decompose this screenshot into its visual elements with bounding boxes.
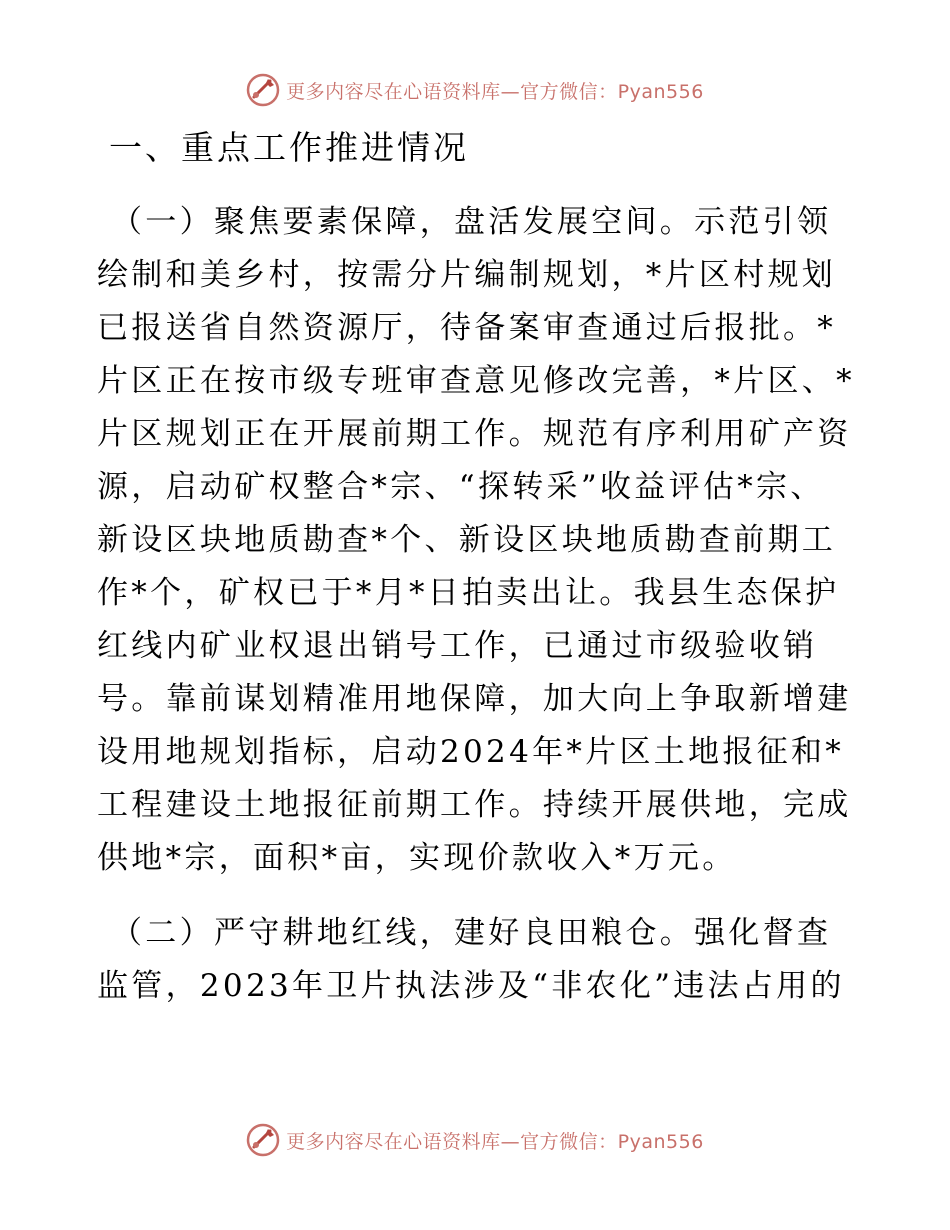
- text-line: （二）严守耕地红线，建好良田粮仓。强化督查: [111, 915, 832, 951]
- text-line: 设用地规划指标，启动2024年*片区土地报征和*: [97, 734, 845, 770]
- text-line: 监管，2023年卫片执法涉及“非农化”违法占用的: [97, 968, 845, 1004]
- section-heading: 一、重点工作推进情况: [109, 128, 469, 167]
- watermark-text: 更多内容尽在心语资料库—官方微信：Pyan556: [286, 80, 704, 103]
- text-line: （一）聚焦要素保障，盘活发展空间。示范引领: [111, 204, 832, 240]
- text-line: 新设区块地质勘查*个、新设区块地质勘查前期工: [97, 522, 837, 558]
- header-watermark: [0, 68, 950, 112]
- logo-icon: [246, 73, 280, 107]
- text-line: 片区正在按市级专班审查意见修改完善，*片区、*: [97, 363, 855, 399]
- document-body: [97, 120, 857, 1013]
- text-line: 片区规划正在开展前期工作。规范有序利用矿产资: [97, 416, 852, 452]
- text-line: 绘制和美乡村，按需分片编制规划，*片区村规划: [97, 257, 837, 293]
- footer-watermark: [0, 1118, 950, 1162]
- text-line: 已报送省自然资源厅，待备案审查通过后报批。*: [97, 310, 837, 346]
- paragraph: [97, 196, 857, 885]
- text-line: 作*个，矿权已于*月*日拍卖出让。我县生态保护: [97, 575, 840, 611]
- text-line: 号。靠前谋划精准用地保障，加大向上争取新增建: [97, 681, 852, 717]
- text-line: 供地*宗，面积*亩，实现价款收入*万元。: [97, 840, 737, 876]
- text-line: 工程建设土地报征前期工作。持续开展供地，完成: [97, 787, 852, 823]
- logo-icon: [246, 1123, 280, 1157]
- text-line: 源，启动矿权整合*宗、“探转采”收益评估*宗、: [97, 469, 825, 505]
- text-line: 红线内矿业权退出销号工作，已通过市级验收销: [97, 628, 818, 664]
- paragraph: [97, 907, 857, 1013]
- watermark-text: 更多内容尽在心语资料库—官方微信：Pyan556: [286, 1130, 704, 1153]
